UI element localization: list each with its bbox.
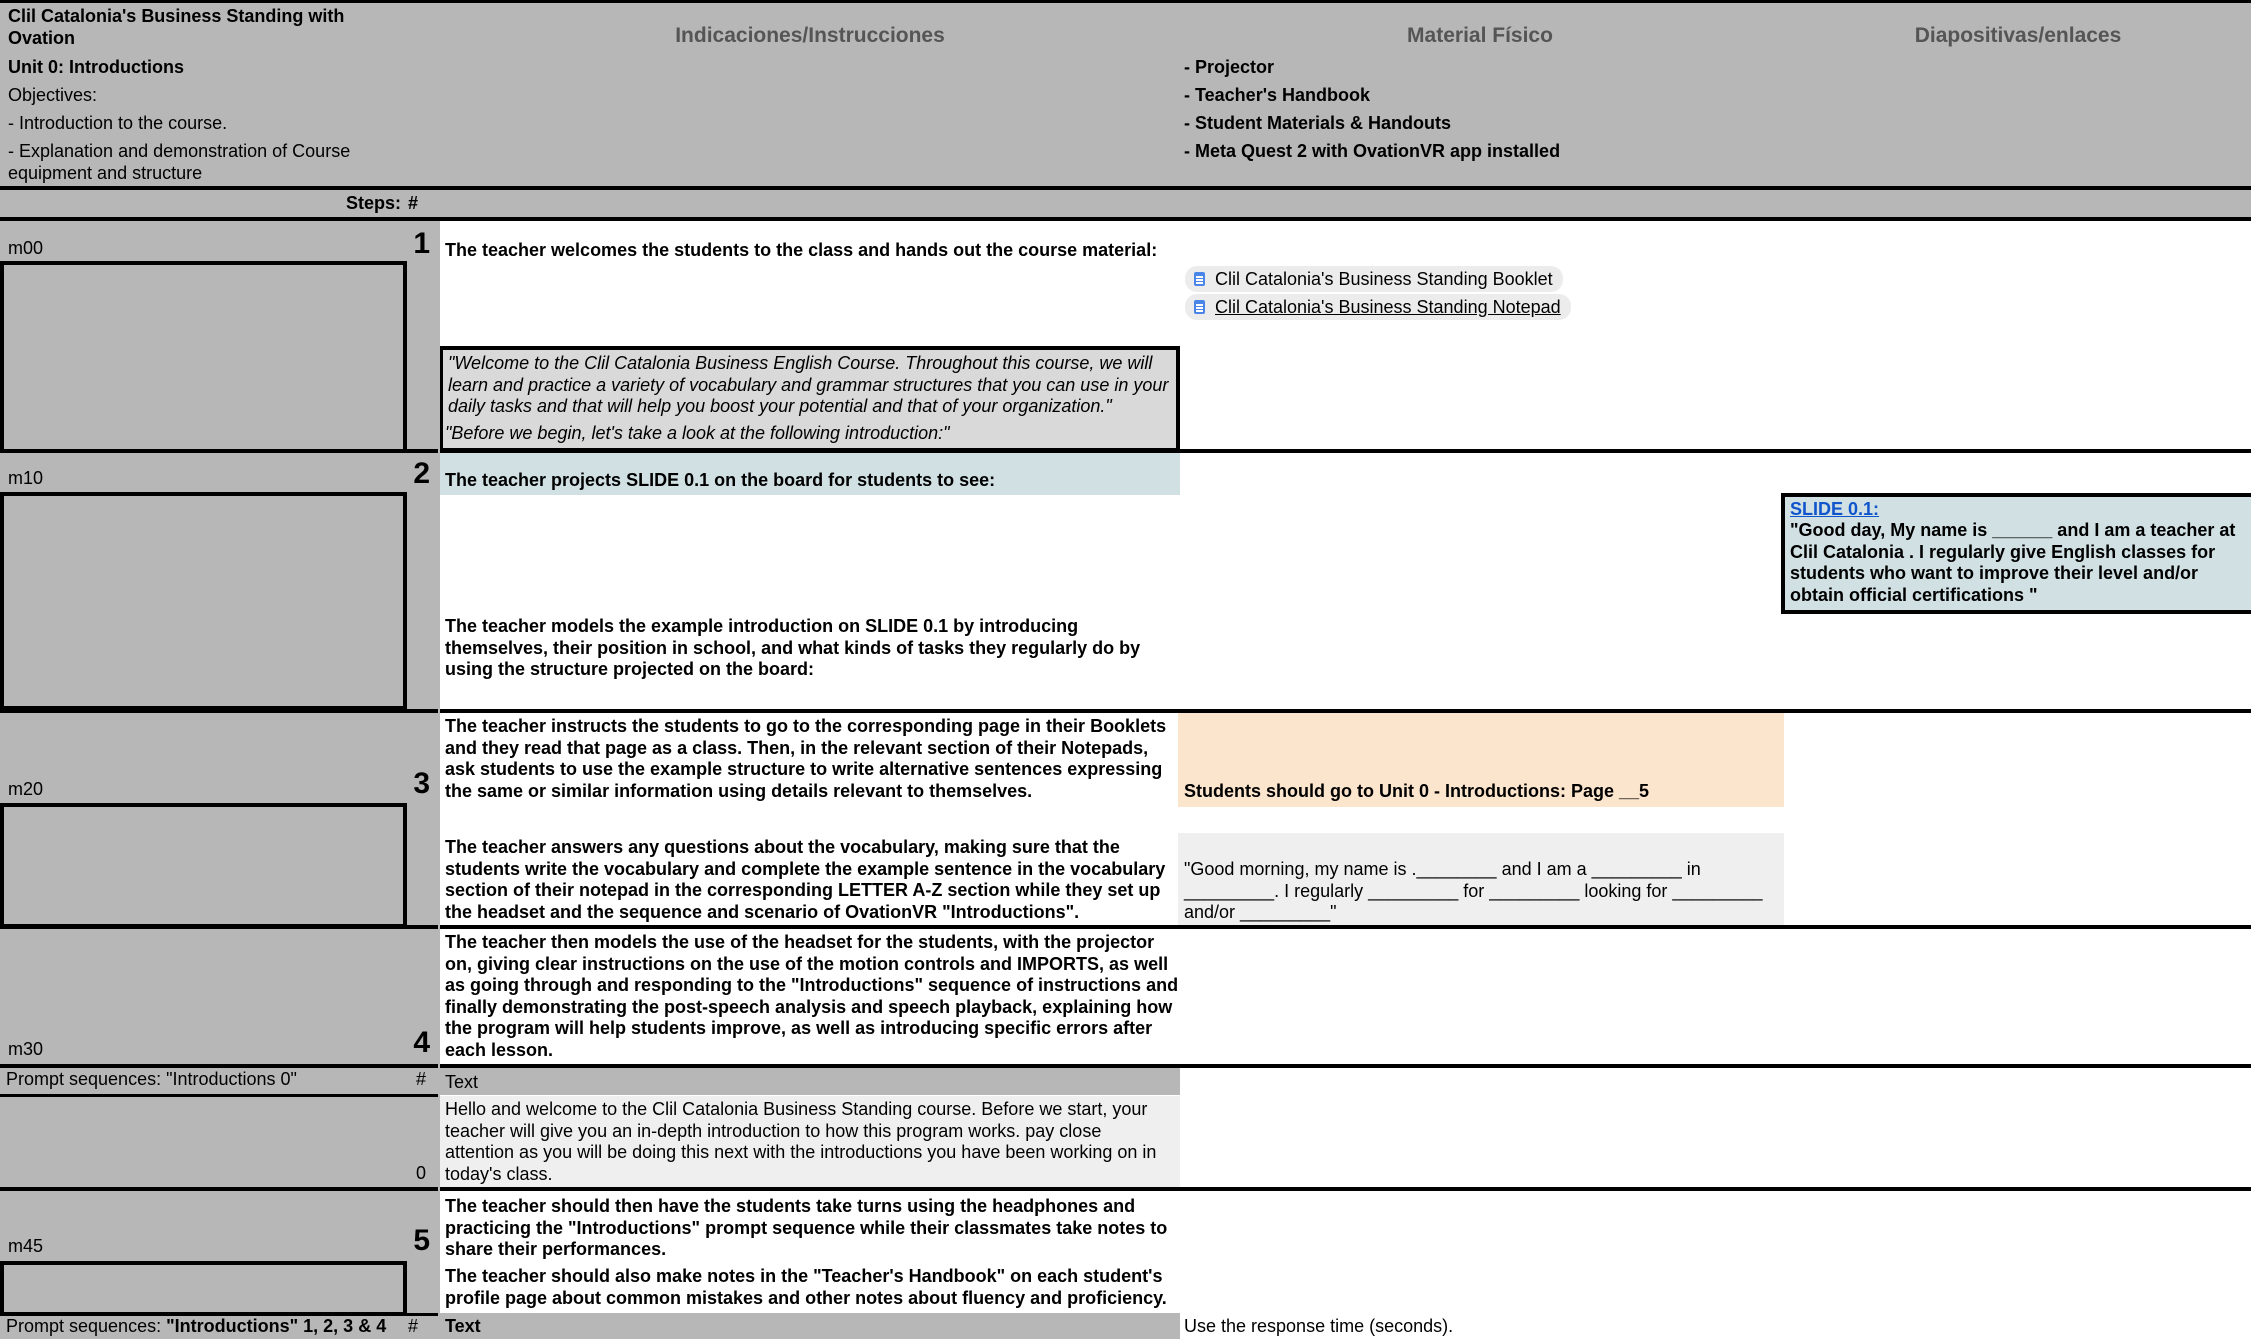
slide-text: "Good day, My name is ______ and I am a teacher at Clil Catalonia . I regularly give English classes for students who want to improve their level and/or obtain official certifications ": [1790, 520, 2236, 605]
step-instruction: The teacher should then have the students take turns using the headphones and practicing the "Introductions" prompt sequence while their classmates take notes to share their performances.: [445, 1196, 1168, 1259]
step-placeholder-box: [0, 261, 407, 453]
step-time: m10: [8, 468, 44, 488]
objective-item: - Explanation and demonstration of Course equipment and structure: [8, 141, 351, 183]
step-time: m45: [8, 1236, 44, 1256]
doc-chip[interactable]: Clil Catalonia's Business Standing Notepad: [1185, 294, 1571, 320]
column-header-instructions: Indicaciones/Instrucciones: [675, 24, 945, 47]
steps-band: [0, 190, 2251, 218]
column-header-material: Material Físico: [1407, 24, 1553, 47]
welcome-quote-2: "Before we begin, let's take a look at the following introduction:": [445, 423, 950, 443]
slide-link[interactable]: SLIDE 0.1:: [1790, 499, 1880, 519]
welcome-quote: "Welcome to the Clil Catalonia Business English Course. Throughout this course, we will learn and practice a variety of vocabulary and grammar structures that you can use in your daily tasks and that will help you boost your potential and that of your organization.": [448, 353, 1169, 416]
model-instruction: The teacher models the example introduction on SLIDE 0.1 by introducing themselves, their position in school, and what kinds of tasks they regularly do by using the structure projected on the board:: [445, 616, 1141, 679]
step-time: m20: [8, 779, 44, 799]
steps-hash: #: [408, 193, 419, 213]
objective-item: - Introduction to the course.: [8, 113, 228, 133]
material-item: - Teacher's Handbook: [1184, 85, 1370, 105]
column-divider: [438, 221, 440, 1339]
step-number: 1: [413, 227, 430, 260]
objectives-label: Objectives:: [8, 85, 98, 105]
step-instruction: The teacher welcomes the students to the class and hands out the course material:: [445, 240, 1158, 260]
prompt-sequence-label: Prompt sequences: "Introductions 0": [6, 1069, 297, 1089]
steps-label: Steps:: [346, 193, 402, 213]
prompt-hash: #: [416, 1069, 427, 1089]
step-instruction: The teacher instructs the students to go to the corresponding page in their Booklets and they read that page as a class. Then, in the relevant section of their Notepads, ask students to use the example structure to write alternative sentences expressing the same or similar information using details relevant to themselves.: [445, 716, 1167, 801]
step-instruction: The teacher projects SLIDE 0.1 on the board for students to see:: [445, 470, 996, 490]
step-number: 4: [413, 1026, 430, 1059]
step-number: 3: [413, 767, 430, 800]
column-header-slides: Diapositivas/enlaces: [1914, 24, 2122, 47]
material-item: - Projector: [1184, 57, 1275, 77]
step-placeholder-box: [0, 803, 407, 928]
prompt-hash: #: [408, 1316, 419, 1336]
doc-chip[interactable]: Clil Catalonia's Business Standing Booklet: [1185, 266, 1563, 292]
prompt-row-number: 0: [416, 1163, 427, 1183]
step-placeholder-box: [0, 1261, 407, 1316]
material-item: - Student Materials & Handouts: [1184, 113, 1452, 133]
prompt-sequence-label: Prompt sequences: "Introductions" 1, 2, 3 & 4: [6, 1316, 387, 1336]
prompt-header-row: [440, 1313, 1180, 1339]
response-note: Use the response time (seconds).: [1184, 1316, 1454, 1336]
step-placeholder-box: [0, 492, 407, 710]
material-item: - Meta Quest 2 with OvationVR app installed: [1184, 141, 1561, 161]
prompt-row-text: Hello and welcome to the Clil Catalonia Business Standing course. Before we start, your teacher will give you an in-depth introduction to how this program works. pay close attention as you will be doing this next with the introductions you have been working on in today's class.: [445, 1099, 1157, 1184]
template-sentence: "Good morning, my name is .________ and I am a _________ in _________. I regularly _________ for _________ looking for _________ and/or _________": [1184, 859, 1763, 922]
prompt-header-row: [440, 1068, 1180, 1095]
step-instruction-2: The teacher should also make notes in the "Teacher's Handbook" on each student's profile page about common mistakes and other notes about fluency and proficiency.: [445, 1266, 1167, 1308]
step-time: m00: [8, 238, 44, 258]
prompt-text-header: Text: [445, 1072, 479, 1092]
prompt-text-header: Text: [445, 1316, 481, 1336]
unit-title: Unit 0: Introductions: [8, 57, 184, 77]
step-instruction: The teacher then models the use of the headset for the students, with the projector on, giving clear instructions on the use of the motion controls and IMPORTS, as well as going through and responding to the "Introductions" sequence of instructions and finally demonstrating the post-speech analysis and speech playback, explaining how the program will help students improve, as well as introducing specific errors after each lesson.: [445, 932, 1179, 1060]
answer-instruction: The teacher answers any questions about the vocabulary, making sure that the students write the vocabulary and complete the example sentence in the vocabulary section of their notepad in the corresponding LETTER A-Z section while they set up the headset and the sequence and scenario of OvationVR "Introductions".: [445, 837, 1166, 922]
step-time: m30: [8, 1039, 44, 1059]
step-number: 2: [413, 457, 430, 490]
page-note: Students should go to Unit 0 - Introductions: Page __5: [1184, 781, 1650, 801]
doc-icon: [1194, 272, 1205, 286]
doc-icon: [1194, 300, 1205, 314]
course-title: Clil Catalonia's Business Standing with Ovation: [8, 6, 345, 48]
step-number: 5: [413, 1224, 430, 1257]
